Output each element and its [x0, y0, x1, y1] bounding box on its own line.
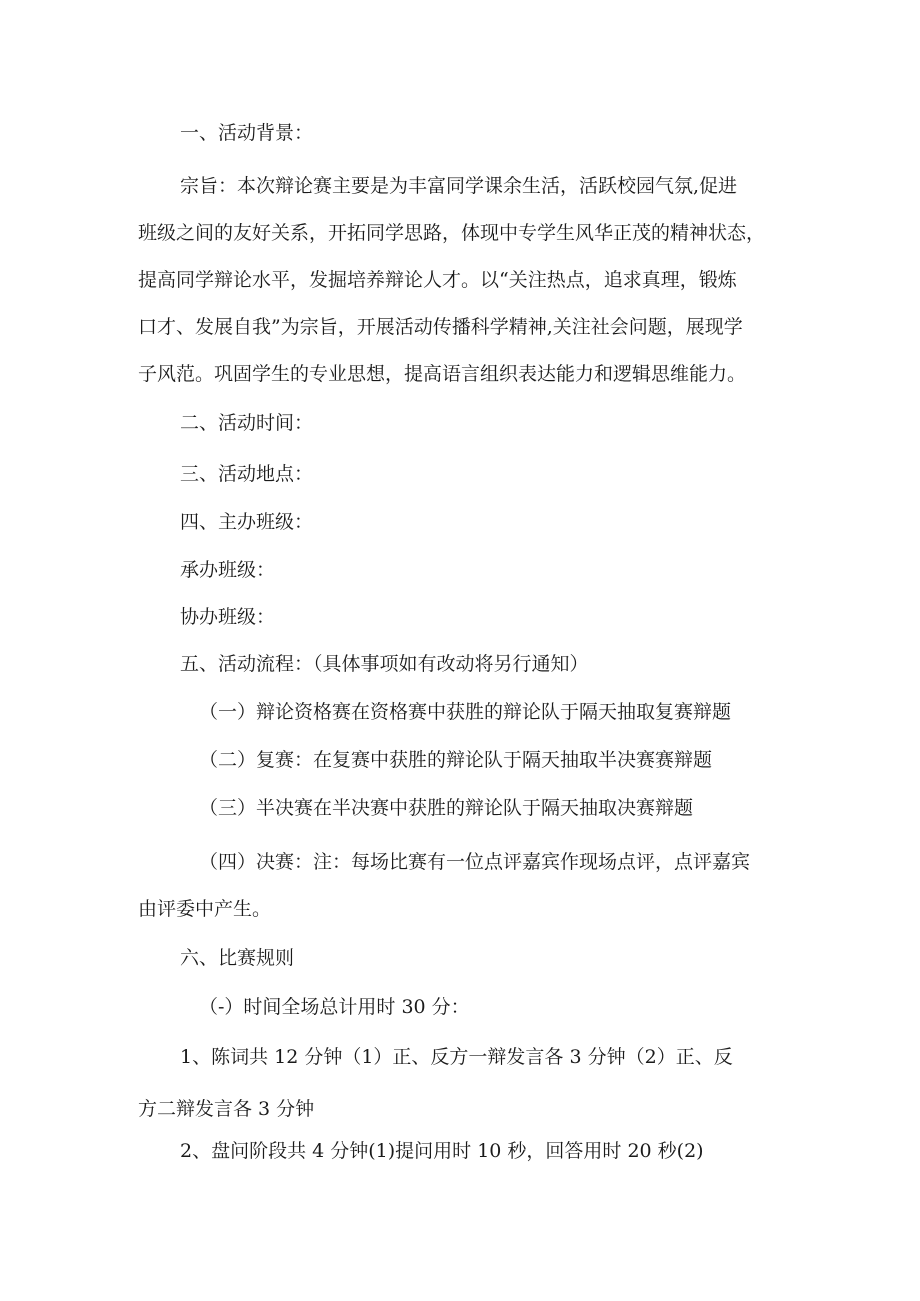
- process-item-2: （二）复赛：在复赛中获胜的辩论队于隔天抽取半决赛赛辩题: [199, 749, 713, 771]
- process-item-3: （三）半决赛在半决赛中获胜的辩论队于隔天抽取决赛辩题: [199, 797, 694, 819]
- section-5-heading: 五、活动流程：（具体事项如有改动将另行通知）: [180, 653, 589, 675]
- paragraph-line: 班级之间的友好关系，开拓同学思路，体现中专学生风华正茂的精神状态，: [138, 222, 766, 244]
- paragraph-line: 宗旨：本次辩论赛主要是为丰富同学课余生活，活跃校园气氛,促进: [180, 175, 738, 197]
- paragraph-line: 口才、发展自我”为宗旨，开展活动传播科学精神,关注社会问题，展现学: [138, 316, 743, 338]
- process-item-4-cont: 由评委中产生。: [138, 898, 272, 920]
- paragraph-line: 提高同学辩论水平，发掘培养辩论人才。以“关注热点，追求真理，锻炼: [138, 269, 737, 291]
- rule-1: 1、陈词共 12 分钟（1）正、反方一辩发言各 3 分钟（2）正、反: [180, 1046, 733, 1068]
- section-3-heading: 三、活动地点：: [180, 463, 314, 485]
- process-item-4: （四）决赛：注：每场比赛有一位点评嘉宾作现场点评，点评嘉宾: [199, 851, 751, 873]
- section-6-heading: 六、比赛规则: [180, 947, 295, 969]
- assist-class-label: 协办班级：: [180, 606, 276, 628]
- rule-2: 2、盘问阶段共 4 分钟(1)提问用时 10 秒，回答用时 20 秒(2): [180, 1140, 704, 1162]
- section-2-heading: 二、活动时间：: [180, 412, 314, 434]
- rule-1-cont: 方二辩发言各 3 分钟: [138, 1098, 315, 1120]
- process-item-1: （一）辩论资格赛在资格赛中获胜的辩论队于隔天抽取复赛辩题: [199, 701, 732, 723]
- paragraph-line: 子风范。巩固学生的专业思想，提高语言组织表达能力和逻辑思维能力。: [138, 363, 747, 385]
- host-class-label: 承办班级：: [180, 559, 276, 581]
- section-4-heading: 四、主办班级：: [180, 511, 314, 533]
- section-1-heading: 一、活动背景：: [180, 122, 314, 144]
- rule-subheading: （-）时间全场总计用时 30 分：: [199, 996, 470, 1018]
